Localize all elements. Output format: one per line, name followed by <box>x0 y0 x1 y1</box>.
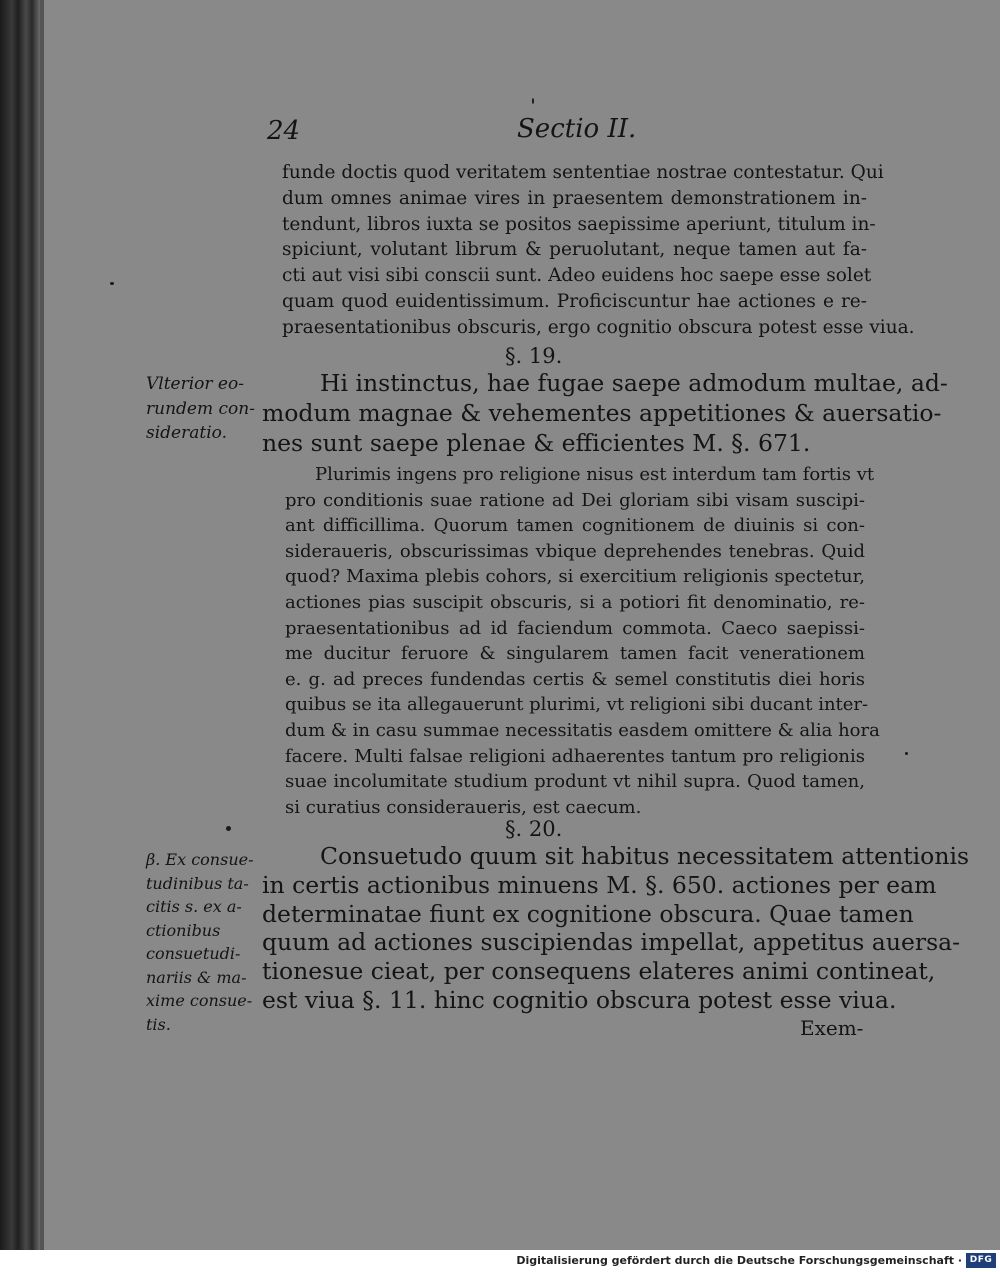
text-line: si curatius consideraueris, est caecum. <box>285 796 642 818</box>
text-line: suae incolumitate studium produnt vt nihil supra. Quod tamen, <box>285 771 865 793</box>
scan-speck <box>532 98 534 104</box>
text-line: dum omnes animae vires in praesentem demonstrationem in- <box>282 187 867 209</box>
marginal-line: β. Ex consue- <box>146 850 254 869</box>
main-paragraph-20 <box>262 842 970 1015</box>
marginal-line: Vlterior eo- <box>146 374 244 394</box>
text-line: me ducitur feruore & singularem tamen facit venerationem <box>285 643 865 665</box>
text-line: modum magnae & vehementes appetitiones & auersatio- <box>262 399 942 427</box>
running-head: Sectio II. <box>517 114 637 144</box>
paragraph-small-1 <box>282 160 915 341</box>
page-header <box>262 112 862 148</box>
text-line: determinatae fiunt ex cognitione obscura. Quae tamen <box>262 899 914 928</box>
catchword: Exem- <box>800 1016 864 1040</box>
paragraph-small-2 <box>285 462 880 820</box>
text-line: quod? Maxima plebis cohors, si exercitium religionis spectetur, <box>285 566 865 588</box>
marginal-line: citis s. ex a- <box>146 897 242 916</box>
main-paragraph-19 <box>262 368 948 458</box>
text-line: ant difficillima. Quorum tamen cognitionem de diuinis si con- <box>285 515 865 537</box>
marginal-line: sideratio. <box>146 423 227 443</box>
text-line: est viua §. 11. hinc cognitio obscura potest esse viua. <box>262 985 897 1014</box>
text-line: tionesue cieat, per consequens elateres animi contineat, <box>262 957 936 986</box>
marginal-note <box>146 848 264 1036</box>
book-binding <box>0 0 40 1250</box>
text-line: dum & in casu summae necessitatis easdem omittere & alia hora <box>285 719 880 741</box>
text-line: cti aut visi sibi conscii sunt. Adeo euidens hoc saepe esse solet <box>282 265 872 287</box>
text-line: funde doctis quod veritatem sententiae nostrae contestatur. Qui <box>282 162 884 183</box>
text-line: facere. Multi falsae religioni adhaerentes tantum pro religionis <box>285 745 865 767</box>
scan-speck <box>905 752 908 755</box>
section-heading: §. 19. <box>505 344 563 368</box>
text-line: e. g. ad preces fundendas certis & semel constitutis diei horis <box>285 668 865 690</box>
text-line: Hi instinctus, hae fugae saepe admodum multae, ad- <box>320 369 948 397</box>
dfg-logo-icon: DFG <box>966 1253 996 1268</box>
text-line: quam quod euidentissimum. Proficiscuntur hae actiones e re- <box>282 290 867 312</box>
text-line: Plurimis ingens pro religione nisus est interdum tam fortis vt <box>315 464 875 485</box>
funding-notice: Digitalisierung gefördert durch die Deutsche Forschungsgemeinschaft · <box>516 1254 962 1267</box>
text-line: praesentationibus obscuris, ergo cognitio obscura potest esse viua. <box>282 316 915 338</box>
text-line: nes sunt saepe plenae & efficientes M. §. 671. <box>262 429 811 457</box>
page-edge <box>40 0 44 1250</box>
text-line: spiciunt, volutant librum & peruolutant, neque tamen aut fa- <box>282 239 867 261</box>
text-line: actiones pias suscipit obscuris, si a potiori fit denominatio, re- <box>285 591 865 613</box>
marginal-line: tis. <box>146 1014 171 1034</box>
marginal-line: consuetudi- <box>146 944 241 963</box>
text-line: praesentationibus ad id faciendum commota. Caeco saepissi- <box>285 617 865 639</box>
marginal-line: nariis & ma- <box>146 967 247 987</box>
text-line: in certis actionibus minuens M. §. 650. actiones per eam <box>262 870 937 899</box>
marginal-line: xime consue- <box>146 991 253 1010</box>
text-line: tendunt, libros iuxta se positos saepissime aperiunt, titulum in- <box>282 213 876 235</box>
scan-speck <box>226 826 231 831</box>
text-line: quibus se ita allegauerunt plurimi, vt religioni sibi ducant inter- <box>285 694 869 716</box>
marginal-line: tudinibus ta- <box>146 873 249 893</box>
footer-bar <box>0 1250 1000 1272</box>
marginal-note <box>146 372 264 446</box>
marginal-line: ctionibus <box>146 920 221 940</box>
text-line: pro conditionis suae ratione ad Dei gloriam sibi visam suscipi- <box>285 489 865 511</box>
page-number: 24 <box>267 116 301 146</box>
marginal-line: rundem con- <box>146 398 255 419</box>
section-heading: §. 20. <box>505 817 563 841</box>
text-line: Consuetudo quum sit habitus necessitatem attentionis <box>320 842 970 870</box>
text-line: quum ad actiones suscipiendas impellat, appetitus auersa- <box>262 928 961 957</box>
scan-speck <box>110 282 114 285</box>
text-line: sideraueris, obscurissimas vbique deprehendes tenebras. Quid <box>285 540 865 562</box>
